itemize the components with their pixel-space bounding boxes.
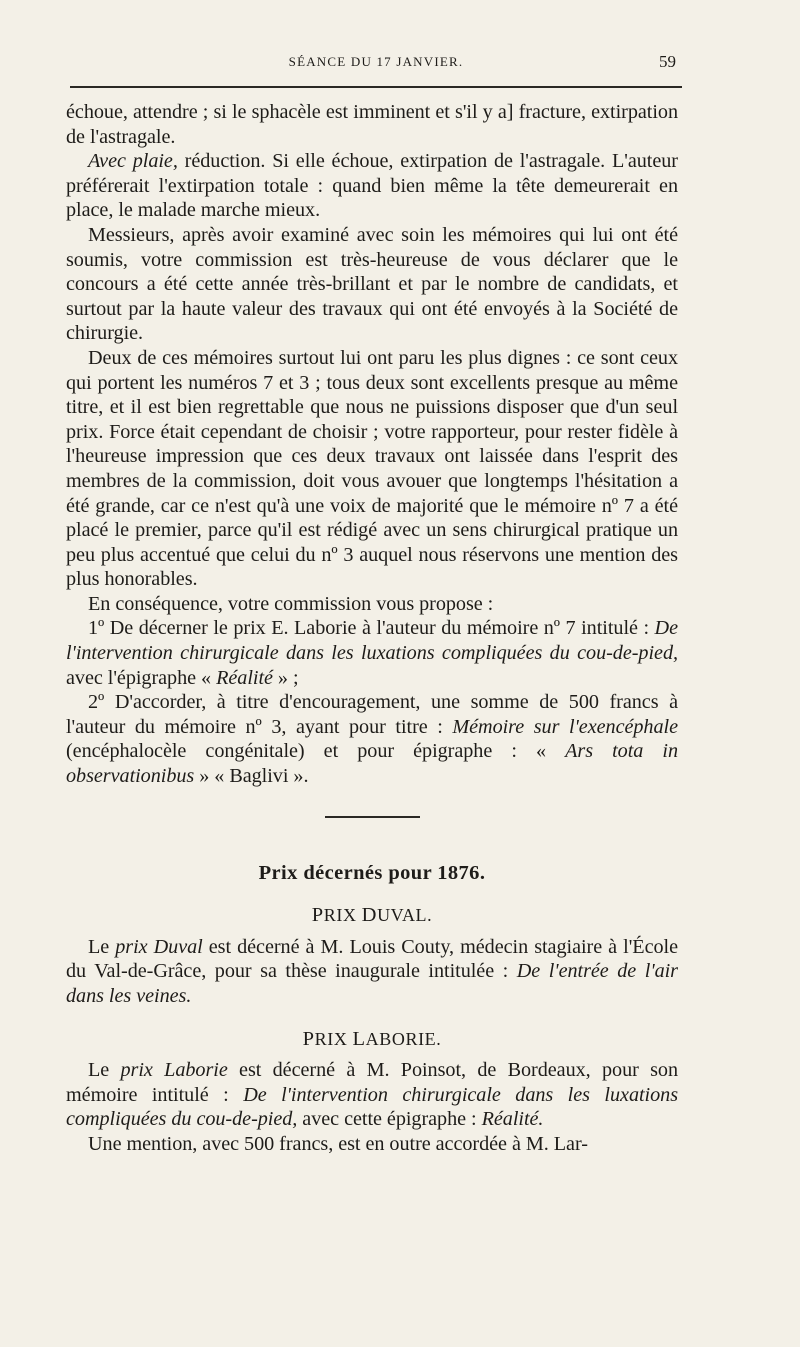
paragraph-proposal-1 — [66, 616, 678, 690]
paragraph-text: 1º De décerner le prix E. Laborie à l'auteur du mémoire nº 7 intitulé : — [88, 617, 655, 640]
running-header — [70, 50, 682, 74]
paragraph-continuation: échoue, attendre ; si le sphacèle est imminent et s'il y a] fracture, extirpation de l'astragale. — [66, 101, 678, 148]
prize-laborie-title — [66, 1027, 678, 1052]
paragraph-text: avec cette épigraphe : — [297, 1108, 482, 1131]
section-heading: Prix décernés pour 1876. — [258, 861, 486, 884]
paragraph-text: » « Baglivi ». — [194, 765, 309, 788]
paragraph-text: (encéphalocèle congénitale) et pour épigraphe : « — [66, 740, 566, 763]
page-number: 59 — [659, 52, 676, 71]
small-cap-text: ABORIE. — [365, 1028, 442, 1049]
paragraph-text: 2º D'accorder, à titre d'encouragement, une somme de 500 francs à l'auteur du mémoire nº 3, ayant pour titre : — [66, 691, 678, 738]
small-cap-initial: D — [361, 904, 378, 927]
small-cap-text: RIX — [323, 905, 362, 926]
paragraph-text: » ; — [272, 666, 299, 689]
small-cap-initial: L — [352, 1027, 366, 1050]
paragraph-text: Le — [88, 935, 116, 958]
section-separator — [325, 816, 420, 818]
small-cap-text: RIX — [314, 1028, 353, 1049]
paragraph-proposal-2 — [66, 690, 678, 788]
emphasis: prix Laborie — [120, 1059, 228, 1082]
paragraph-text: réduction. Si elle échoue, extirpation de l'astragale. L'auteur préférerait l'extirpation totale : quand bien même la tête demeurerait en place, le malade marche mieux. — [66, 150, 678, 222]
paragraph-messieurs: Messieurs, après avoir examiné avec soin les mémoires qui lui ont été soumis, votre commission est très-heureuse de vous déclarer que le concours a été cette année très-brillant et par le nombre de candidats, et surtout par la haute valeur des travaux qui ont été envoyés à la Société de chirurgie. — [66, 223, 678, 345]
paragraph-text: avec l'épigraphe « — [66, 666, 217, 689]
paragraph-consequence: En conséquence, votre commission vous propose : — [88, 592, 494, 615]
header-rule — [70, 86, 682, 88]
memoir-title: De l'intervention chirurgicale dans les luxations compliquées du cou-de-pied, — [66, 617, 678, 665]
epigraph: Réalité. — [481, 1108, 544, 1131]
paragraph-text: est décerné à M. Poinsot, de Bordeaux, pour son mémoire intitulé : — [66, 1059, 678, 1106]
epigraph: Ars tota in observationibus — [66, 740, 678, 788]
thesis-title: De l'entrée de l'air dans les veines. — [66, 960, 678, 1007]
paragraph-mention: Une mention, avec 500 francs, est en outre accordée à M. Lar- — [88, 1132, 588, 1155]
memoir-title: De l'intervention chirurgicale dans les luxations compliquées du cou-de-pied, — [66, 1083, 679, 1131]
body-text — [66, 100, 678, 1157]
emphasis: prix Duval — [115, 935, 203, 958]
small-cap-text: UVAL. — [377, 905, 433, 926]
paragraph-prix-laborie — [66, 1058, 678, 1132]
small-cap-initial: P — [302, 1027, 315, 1050]
emphasis: Avec plaie, — [88, 150, 178, 173]
epigraph: Réalité — [216, 666, 273, 689]
paragraph-prix-duval — [66, 935, 678, 1009]
paragraph-avec-plaie — [66, 149, 678, 223]
small-cap-initial: P — [311, 904, 324, 927]
paragraph-deux-memoires: Deux de ces mémoires surtout lui ont paru les plus dignes : ce sont ceux qui portent les numéros 7 et 3 ; tous deux sont excellents presque au même titre, et il est bien regrettable que nous ne puissions disposer que d'un seul prix. Force était cependant de choisir ; votre rapporteur, pour rester fidèle à l'heureuse impression que ces deux travaux ont laissée dans l'esprit des membres de la commission, doit vous avouer que longtemps l'hésitation a été grande, car ce n'est qu'à une voix de majorité que le mémoire nº 7 a été placé le premier, parce qu'il est rédigé avec un sens chirurgical pratique un peu plus accentué que celui du nº 3 auquel nous réservons une mention des plus honorables. — [66, 346, 678, 591]
paragraph-text: est décerné à M. Louis Couty, médecin stagiaire à l'École du Val-de-Grâce, pour sa thèse inaugurale intitulée : — [66, 935, 678, 983]
paragraph-text: Le — [88, 1059, 121, 1082]
memoir-title: Mémoire sur l'exencéphale — [452, 715, 678, 738]
prize-duval-title — [66, 903, 678, 928]
running-title: SÉANCE DU 17 JANVIER. — [288, 54, 464, 69]
